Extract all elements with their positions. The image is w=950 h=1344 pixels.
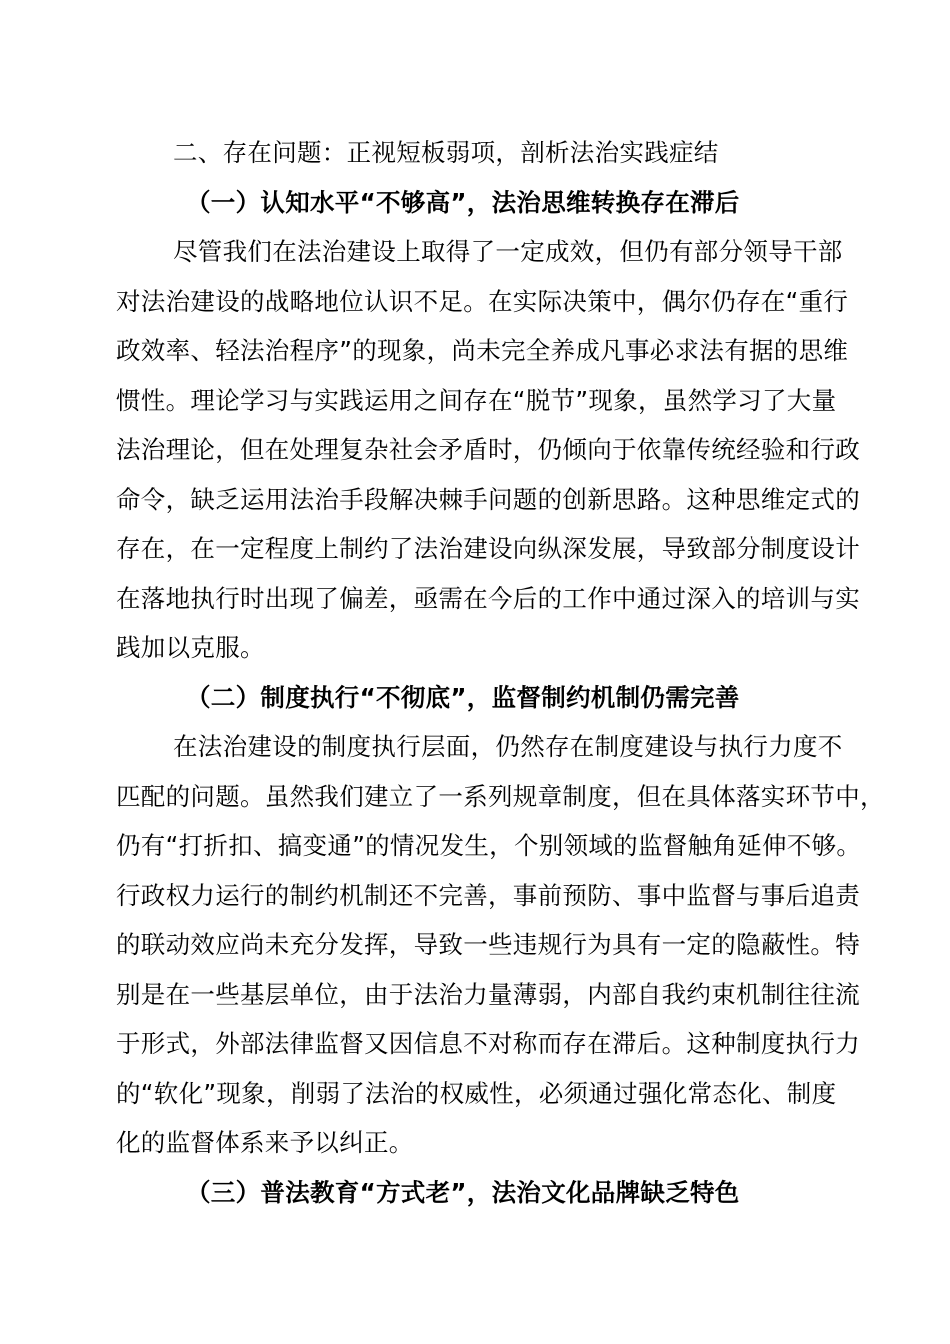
document-body	[116, 128, 885, 1217]
paragraph-line: 化的监督体系来予以纠正。	[116, 1128, 414, 1157]
paragraph-line: 尽管我们在法治建设上取得了一定成效，但仍有部分领导干部	[173, 237, 843, 266]
subsection-1-paragraph	[116, 227, 860, 673]
paragraph-line: 别是在一些基层单位，由于法治力量薄弱，内部自我约束机制往往流	[116, 979, 860, 1009]
paragraph-line: 于形式，外部法律监督又因信息不对称而存在滞后。这种制度执行力	[116, 1029, 860, 1058]
paragraph-line: 政效率、轻法治程序”的现象，尚未完全养成凡事必求法有据的思维	[116, 336, 849, 365]
paragraph-line: 存在，在一定程度上制约了法治建设向纵深发展，导致部分制度设计	[116, 534, 860, 563]
paragraph-line: 践加以克服。	[116, 633, 265, 662]
subsection-heading-1: （一）认知水平“不够高”，法治思维转换存在滞后	[186, 187, 740, 217]
paragraph-line: 的“软化”现象，削弱了法治的权威性，必须通过强化常态化、制度	[116, 1078, 837, 1108]
paragraph-line: 在法治建设的制度执行层面，仍然存在制度建设与执行力度不	[173, 732, 843, 761]
subsection-2-paragraph	[116, 722, 885, 1168]
paragraph-line: 在落地执行时出现了偏差，亟需在今后的工作中通过深入的培训与实	[116, 583, 860, 613]
paragraph-line: 行政权力运行的制约机制还不完善，事前预防、事中监督与事后追责	[116, 880, 860, 910]
paragraph-line: 的联动效应尚未充分发挥，导致一些违规行为具有一定的隐蔽性。特	[116, 930, 860, 959]
paragraph-line: 匹配的问题。虽然我们建立了一系列规章制度，但在具体落实环节中，	[116, 781, 885, 811]
paragraph-line: 法治理论，但在处理复杂社会矛盾时，仍倾向于依靠传统经验和行政	[116, 435, 860, 464]
paragraph-line: 对法治建设的战略地位认识不足。在实际决策中，偶尔仍存在“重行	[116, 286, 849, 316]
subsection-heading-2: （二）制度执行“不彻底”，监督制约机制仍需完善	[186, 682, 740, 712]
section-title: 二、存在问题：正视短板弱项，剖析法治实践症结	[173, 138, 719, 167]
paragraph-line: 仍有“打折扣、搞变通”的情况发生，个别领域的监督触角延伸不够。	[116, 831, 862, 860]
paragraph-line: 命令，缺乏运用法治手段解决棘手问题的创新思路。这种思维定式的	[116, 484, 860, 514]
subsection-heading-3: （三）普法教育“方式老”，法治文化品牌缺乏特色	[186, 1177, 740, 1207]
paragraph-line: 惯性。理论学习与实践运用之间存在“脱节”现象，虽然学习了大量	[116, 385, 837, 415]
